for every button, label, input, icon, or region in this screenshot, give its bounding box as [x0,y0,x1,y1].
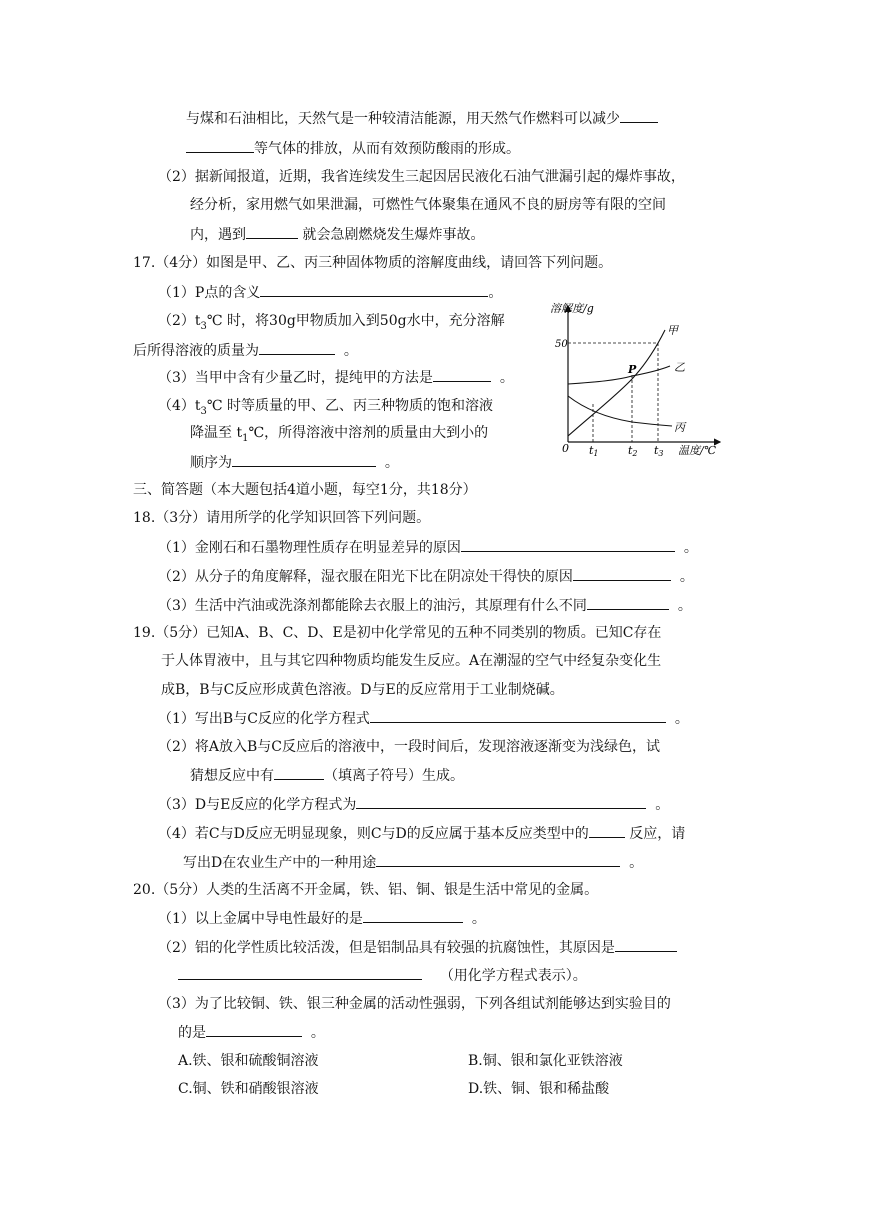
answer-blank[interactable] [246,224,298,239]
q17-sub1 [158,282,502,303]
series-bing-curve [568,396,672,426]
subscript: 1 [242,432,249,444]
q17-sub4-text-2: ℃ 时等质量的甲、乙、丙三种物质的饱和溶液 [206,398,494,414]
x-tick-label-t1: t1 [589,444,599,458]
q19-stem-line3: 成B，B与C反应形成黄色溶液。D与E的反应常用于工业制烧碱。 [161,682,564,698]
q17-sub4b [190,423,488,449]
q19-sub2b-text-2: （填离子符号）生成。 [324,768,464,784]
q17-sub2-text-2: ℃ 时，将30g甲物质加入到50g水中，充分溶解 [206,313,505,329]
q20-sub2 [158,937,677,958]
q19-stem-line2: 于人体胃液中，且与其它四种物质均能发生反应。A在潮湿的空气中经复杂变化生 [161,653,662,669]
section-three-heading: 三、简答题（本大题包括4道小题，每空1分，共18分） [133,482,477,498]
option-c[interactable]: C.铜、铁和硝酸银溶液 [178,1081,319,1097]
q20-sub2b [178,965,587,986]
period: 。 [471,911,486,927]
q18-sub2-text: （2）从分子的角度解释，湿衣服在阳光下比在阴凉处干得快的原因 [158,569,573,585]
x-tick-label-t3: t3 [654,444,664,458]
q17-sub4 [158,396,493,422]
q16-text-1: 与煤和石油相比，天然气是一种较清洁能源，用天然气作燃料可以减少 [186,111,620,127]
q16-sub2-line1: （2）据新闻报道，近期，我省连续发生三起因居民液化石油气泄漏引起的爆炸事故， [158,169,685,185]
x-tick-label-t2: t2 [628,444,638,458]
q18-stem: 18.（3分）请用所学的化学知识回答下列问题。 [133,510,431,526]
q20-sub3b [178,1022,325,1043]
period: 。 [655,797,670,813]
point-p-label: P [628,363,637,376]
answer-blank[interactable] [260,282,488,297]
q19-sub3-text: （3）D与E反应的化学方程式为 [158,797,357,813]
subscript: 3 [200,405,207,417]
period: 。 [629,855,644,871]
q18-sub3-text: （3）生活中汽油或洗涤剂都能除去衣服上的油污，其原理有什么不同 [158,598,587,614]
answer-blank[interactable] [274,765,324,780]
q20-sub2b-text: （用化学方程式表示）。 [439,968,587,984]
q19-stem-line1: 19.（5分）已知A、B、C、D、E是初中化学常见的五种不同类别的物质。已知C存在 [133,625,662,641]
q16-text-2: 等气体的排放，从而有效预防酸雨的形成。 [254,141,520,157]
answer-blank[interactable] [615,937,677,952]
option-d[interactable]: D.铁、铜、银和稀盐酸 [468,1081,610,1097]
answer-blank[interactable] [370,708,666,723]
q19-sub1-text: （1）写出B与C反应的化学方程式 [158,711,370,727]
period: 。 [488,285,503,301]
period: 。 [499,370,514,386]
q16-sub2-line2: 经分析，家用燃气如果泄漏，可燃性气体聚集在通风不良的厨房等有限的空间 [190,197,666,213]
q20-sub1-text: （1）以上金属中导电性最好的是 [158,911,363,927]
solubility-chart [548,296,728,466]
q16-line2 [186,138,520,159]
x-axis-label: 温度/℃ [678,444,717,457]
q18-sub3 [158,595,692,616]
q19-sub4 [158,823,685,844]
q19-sub2b-text: 猜想反应中有 [190,768,274,784]
series-jia-label: 甲 [667,324,678,337]
q16-text-4: 就会急剧燃烧发生爆炸事故。 [302,227,485,243]
q19-sub2: （2）将A放入B与C反应后的溶液中，一段时间后，发现溶液逐渐变为浅绿色，试 [158,739,661,755]
q17-sub1-text: （1）P点的含义 [158,285,261,301]
q17-sub4-text: （4）t [158,398,201,414]
period: 。 [677,598,692,614]
q17-sub2-text: （2）t [158,313,201,329]
q17-sub4b-text-2: ℃，所得溶液中溶剂的质量由大到小的 [248,425,489,441]
answer-blank[interactable] [259,340,335,355]
period: 。 [310,1025,325,1041]
answer-blank[interactable] [178,965,422,980]
q17-sub3 [158,367,514,388]
q17-sub4c-text: 顺序为 [190,455,232,471]
q19-sub4b-text: 写出D在农业生产中的一种用途 [183,855,377,871]
y-tick-label: 50 [555,339,568,350]
answer-blank[interactable] [461,537,675,552]
series-yi-label: 乙 [674,361,685,374]
q17-sub4b-text: 降温至 t [190,425,243,441]
period: 。 [343,343,358,359]
answer-blank[interactable] [589,823,625,838]
answer-blank[interactable] [232,452,376,467]
period: 。 [674,711,689,727]
q19-sub3 [158,794,669,815]
q20-sub3: （3）为了比较铜、铁、银三种金属的活动性强弱，下列各组试剂能够达到实验目的 [158,996,671,1012]
y-axis-label: 溶解度/g [550,302,594,315]
series-bing-label: 丙 [674,421,685,434]
q17-stem: 17.（4分）如图是甲、乙、丙三种固体物质的溶解度曲线，请回答下列问题。 [133,255,613,271]
q17-sub2b-text: 后所得溶液的质量为 [133,343,259,359]
answer-blank[interactable] [363,908,463,923]
period: 。 [384,455,399,471]
answer-blank[interactable] [620,108,658,123]
q17-sub2 [158,311,505,337]
q17-sub3-text: （3）当甲中含有少量乙时，提纯甲的方法是 [158,370,433,386]
q19-sub2b [190,765,464,786]
q19-sub4b [183,852,643,873]
origin-label: 0 [562,442,569,455]
option-a[interactable]: A.铁、银和硫酸铜溶液 [178,1053,319,1069]
answer-blank[interactable] [206,1022,302,1037]
answer-blank[interactable] [587,595,669,610]
period: 。 [683,540,698,556]
q17-sub4c [190,452,399,473]
q19-sub4-text: （4）若C与D反应无明显现象，则C与D的反应属于基本反应类型中的 [158,826,589,842]
q20-stem: 20.（5分）人类的生活离不开金属，铁、铝、铜、银是生活中常见的金属。 [133,882,599,898]
answer-blank[interactable] [573,566,671,581]
answer-blank[interactable] [376,852,620,867]
period: 。 [679,569,694,585]
q19-sub1 [158,708,689,729]
q20-sub1 [158,908,486,929]
q18-sub1-text: （1）金刚石和石墨物理性质存在明显差异的原因 [158,540,461,556]
answer-blank[interactable] [186,138,254,153]
subscript: 3 [200,320,207,332]
answer-blank[interactable] [433,367,491,382]
q17-sub2b [133,340,358,361]
q20-sub3b-text: 的是 [178,1025,206,1041]
q16-line1 [186,108,658,129]
q20-sub2-text: （2）铝的化学性质比较活泼，但是铝制品具有较强的抗腐蚀性，其原因是 [158,940,615,956]
q18-sub1 [158,537,698,558]
q18-sub2 [158,566,694,587]
answer-blank[interactable] [356,794,646,809]
q16-text-3: 内，遇到 [190,227,246,243]
option-b[interactable]: B.铜、银和氯化亚铁溶液 [468,1053,623,1069]
series-yi-curve [568,366,670,384]
q16-sub2-line3 [190,224,484,245]
q19-sub4-text-2: 反应，请 [629,826,686,842]
